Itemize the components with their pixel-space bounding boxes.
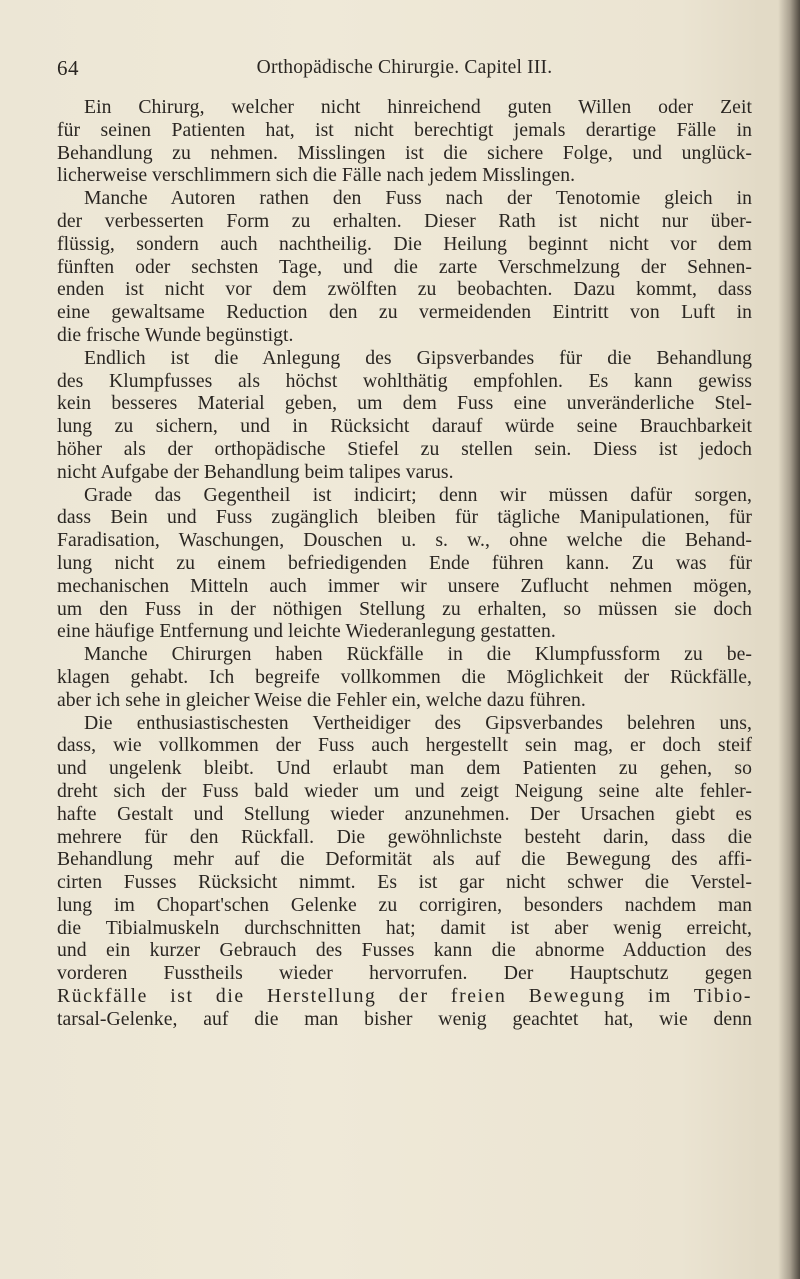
text-line: Behandlung mehr auf die Deformität als auf die Bewegung des affi- — [57, 848, 752, 871]
text-line: die Tibialmuskeln durchschnitten hat; damit ist aber wenig erreicht, — [57, 916, 752, 939]
text-line: tarsal-Gelenke, auf die man bisher wenig geachtet hat, wie denn — [57, 1007, 752, 1030]
text-line: lung nicht zu einem befriedigenden Ende führen kann. Zu was für — [57, 551, 752, 574]
text-line: eine häufige Entfernung und leichte Wiederanlegung gestatten. — [57, 620, 556, 643]
text-line: fünften oder sechsten Tage, und die zarte Verschmelzung der Sehnen- — [57, 255, 752, 278]
text-line: Die enthusiastischesten Vertheidiger des Gipsverbandes belehren uns, — [84, 711, 752, 734]
text-line: Faradisation, Waschungen, Douschen u. s. w., ohne welche die Behand- — [57, 529, 752, 552]
text-line: mehrere für den Rückfall. Die gewöhnlichste besteht darin, dass die — [57, 825, 752, 848]
page-number: 64 — [57, 56, 79, 80]
text-line: Manche Autoren rathen den Fuss nach der Tenotomie gleich in — [84, 187, 752, 210]
text-line: lung im Chopart'schen Gelenke zu corrigiren, besonders nachdem man — [57, 893, 752, 916]
text-line: dass, wie vollkommen der Fuss auch hergestellt sein mag, er doch steif — [57, 734, 752, 757]
text-line: und ein kurzer Gebrauch des Fusses kann die abnorme Adduction des — [57, 939, 752, 962]
page-edge-shadow — [778, 0, 800, 1279]
text-line: klagen gehabt. Ich begreife vollkommen die Möglichkeit der Rückfälle, — [57, 665, 752, 688]
text-line: Ein Chirurg, welcher nicht hinreichend guten Willen oder Zeit — [84, 96, 752, 118]
text-line: flüssig, sondern auch nachtheilig. Die Heilung beginnt nicht vor dem — [57, 232, 752, 255]
text-line: aber ich sehe in gleicher Weise die Fehler ein, welche dazu führen. — [57, 688, 586, 711]
text-line: Behandlung zu nehmen. Misslingen ist die sichere Folge, und unglück- — [57, 141, 752, 164]
page-header — [57, 56, 752, 86]
text-line: die frische Wunde begünstigt. — [57, 323, 294, 346]
text-line: um den Fuss in der nöthigen Stellung zu erhalten, so müssen sie doch — [57, 597, 752, 620]
text-line: Endlich ist die Anlegung des Gipsverbandes für die Behandlung — [84, 346, 752, 369]
text-line: für seinen Patienten hat, ist nicht berechtigt jemals derartige Fälle in — [57, 118, 752, 141]
text-line: vorderen Fusstheils wieder hervorrufen. Der Hauptschutz gegen — [57, 962, 752, 985]
text-line: höher als der orthopädische Stiefel zu stellen sein. Diess ist jedoch — [57, 437, 752, 460]
text-line: der verbesserten Form zu erhalten. Dieser Rath ist nicht nur über- — [57, 209, 752, 232]
text-line: dreht sich der Fuss bald wieder um und zeigt Neigung seine alte fehler- — [57, 779, 752, 802]
text-line: und ungelenk bleibt. Und erlaubt man dem Patienten zu gehen, so — [57, 757, 752, 780]
text-line: nicht Aufgabe der Behandlung beim talipes varus. — [57, 460, 454, 483]
text-line: Rückfälle ist die Herstellung der freien Bewegung im Tibio- — [57, 985, 752, 1008]
text-line: mechanischen Mitteln auch immer wir unsere Zuflucht nehmen mögen, — [57, 574, 752, 597]
text-line: Manche Chirurgen haben Rückfälle in die Klumpfussform zu be- — [84, 643, 752, 666]
body-text — [57, 96, 752, 1031]
text-line: enden ist nicht vor dem zwölften zu beobachten. Dazu kommt, dass — [57, 278, 752, 301]
text-line: des Klumpfusses als höchst wohlthätig empfohlen. Es kann gewiss — [57, 369, 752, 392]
running-title: Orthopädische Chirurgie. Capitel III. — [256, 57, 553, 78]
text-line: licherweise verschlimmern sich die Fälle nach jedem Misslingen. — [57, 164, 576, 187]
text-line: dass Bein und Fuss zugänglich bleiben für tägliche Manipulationen, für — [57, 506, 752, 529]
text-line: Grade das Gegentheil ist indicirt; denn wir müssen dafür sorgen, — [84, 483, 752, 506]
text-line: kein besseres Material geben, um dem Fuss eine unveränderliche Stel- — [57, 392, 752, 415]
text-line: hafte Gestalt und Stellung wieder anzunehmen. Der Ursachen giebt es — [57, 802, 752, 825]
text-line: lung zu sichern, und in Rücksicht darauf würde seine Brauchbarkeit — [57, 415, 752, 438]
text-line: eine gewaltsame Reduction den zu vermeidenden Eintritt von Luft in — [57, 301, 752, 324]
text-line: cirten Fusses Rücksicht nimmt. Es ist gar nicht schwer die Verstel- — [57, 871, 752, 894]
